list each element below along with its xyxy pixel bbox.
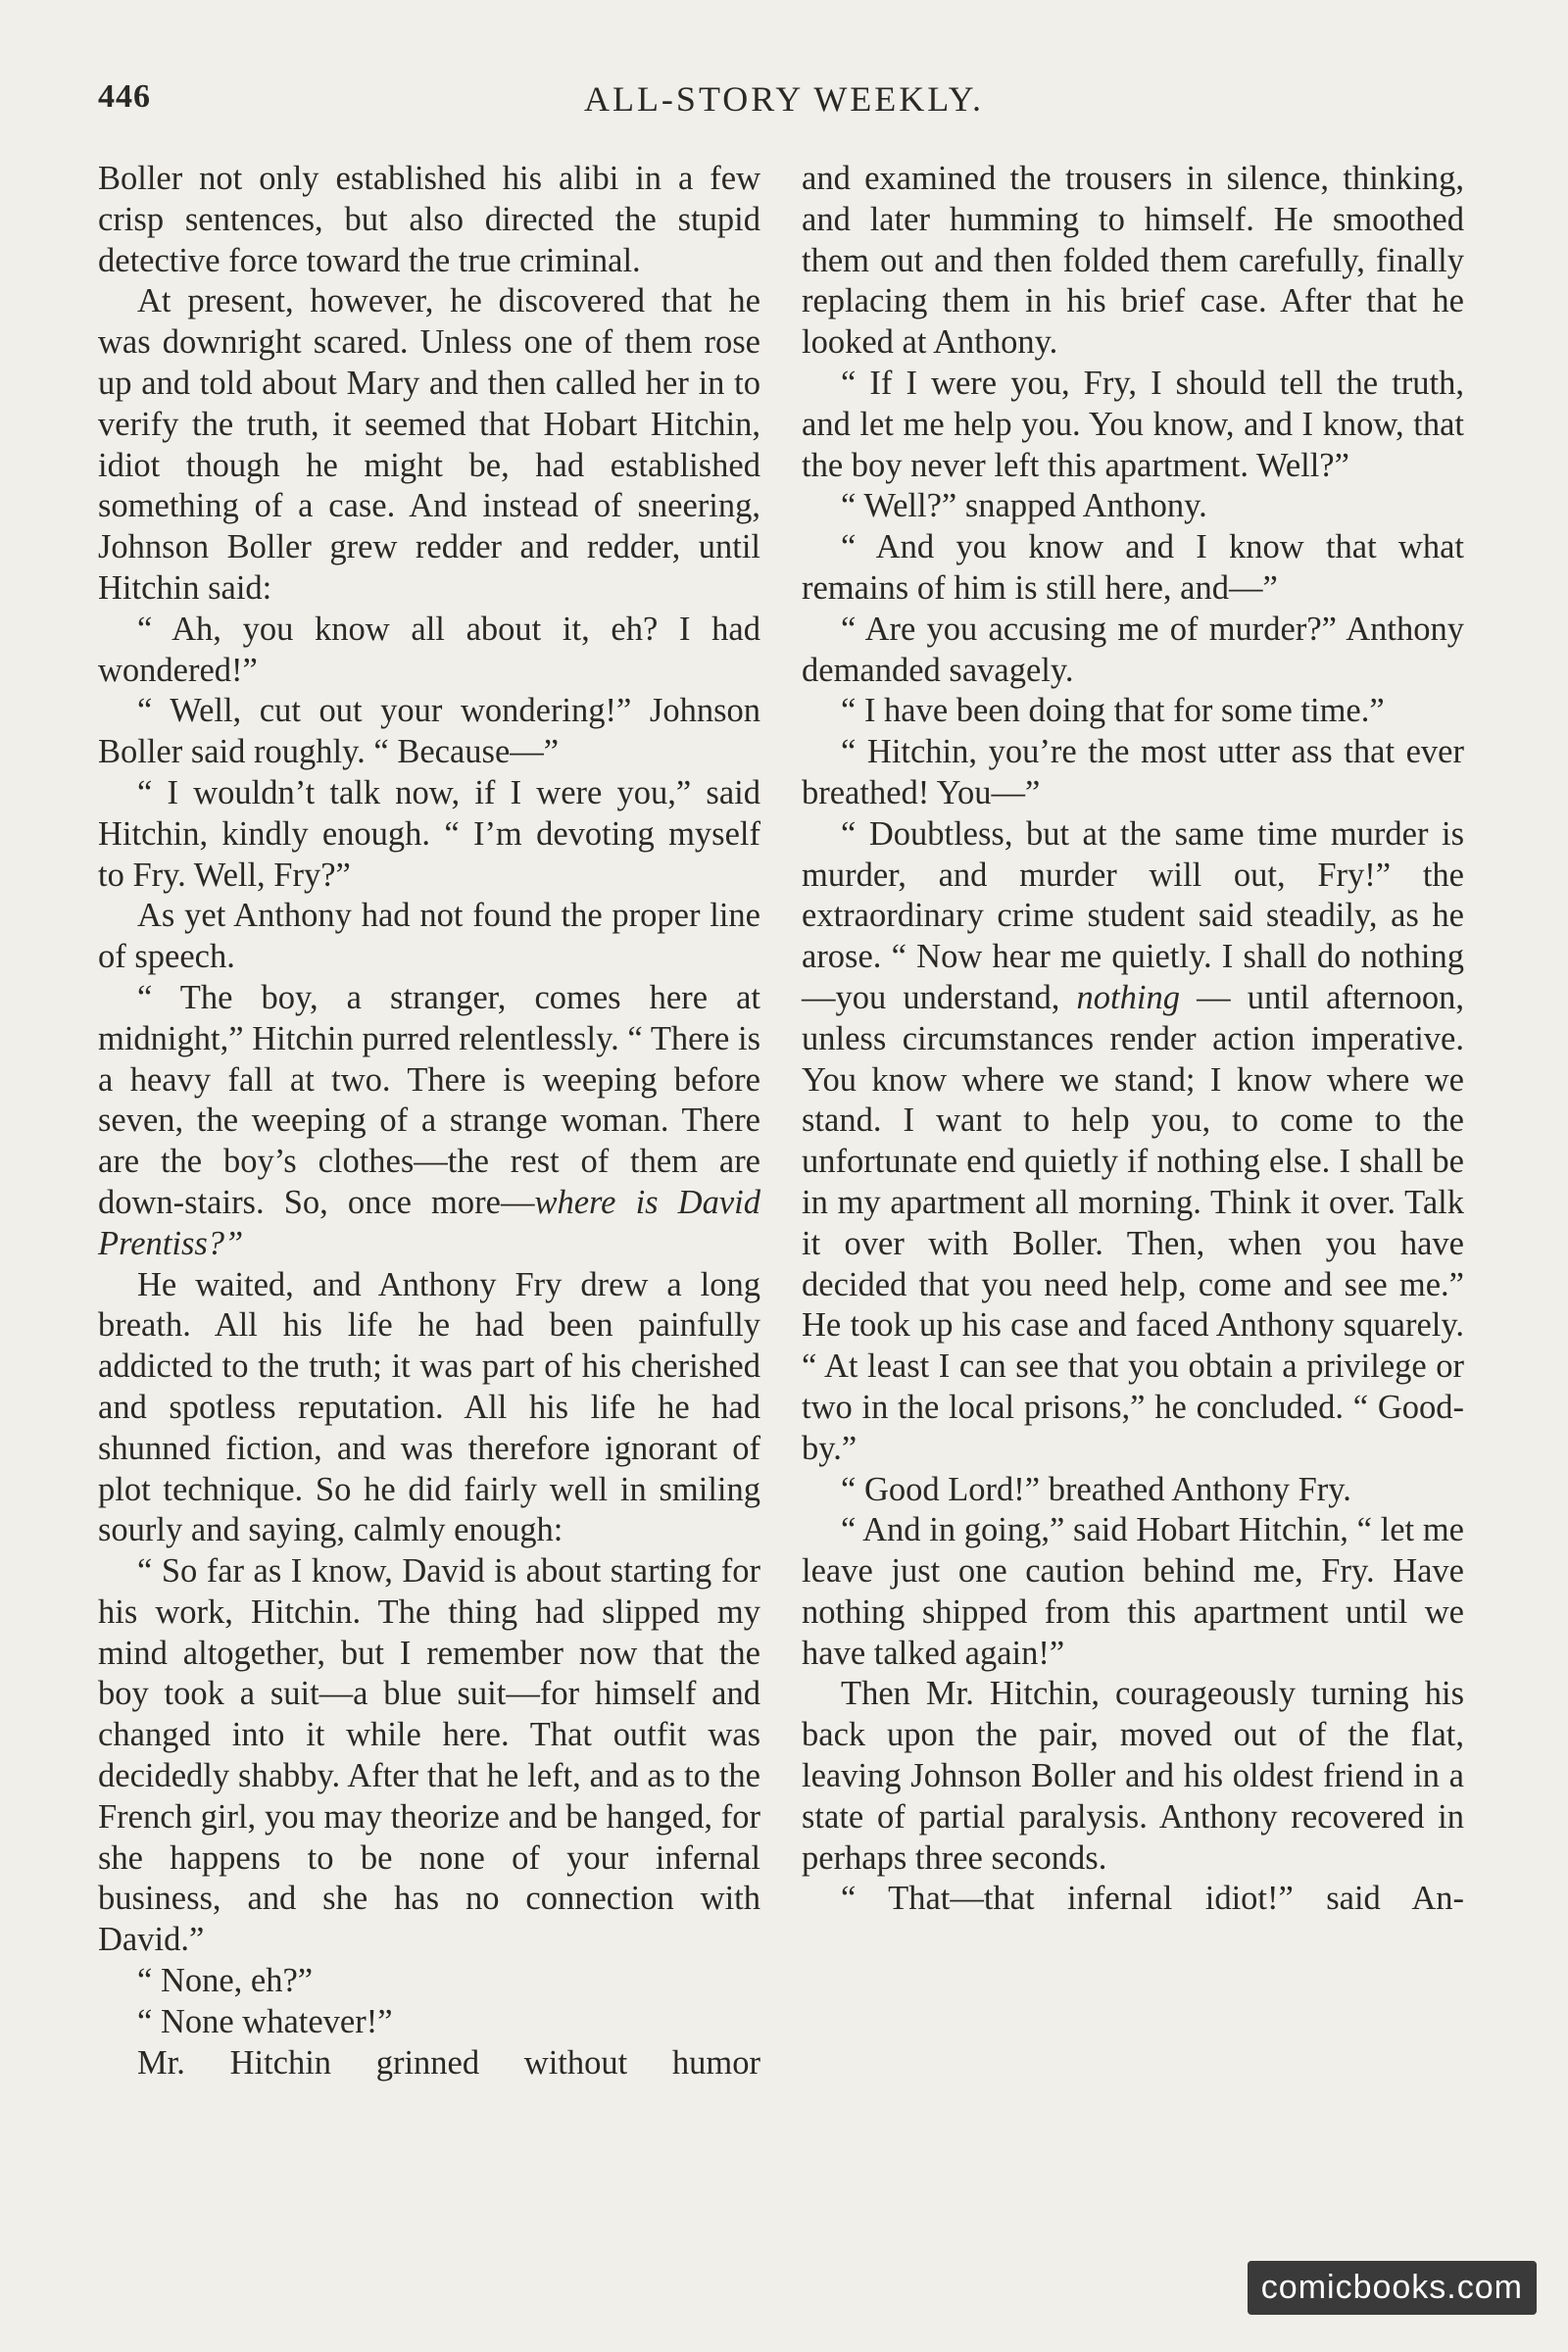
paragraph	[802, 527, 1464, 610]
paragraph	[802, 732, 1464, 814]
paragraph-text: “ I have been doing that for some time.”	[841, 692, 1385, 730]
paragraph	[802, 1470, 1464, 1511]
paragraph	[802, 610, 1464, 692]
paragraph-text: As yet Anthony had not found the proper line of speech.	[98, 897, 760, 976]
right-text-column	[802, 159, 1464, 1920]
paragraph-text: Then Mr. Hitchin, courageously turning his back upon the pair, moved out of the flat, leaving Johnson Boller and his oldest friend in a state of partial paralysis. Anthony recovered in perhaps three seconds.	[802, 1675, 1464, 1877]
paragraph-text: “ Ah, you know all about it, eh? I had wondered!”	[98, 610, 760, 689]
paragraph	[802, 1674, 1464, 1879]
italic-text: nothing	[1076, 978, 1180, 1016]
paragraph-text: Boller not only established his alibi in a few crisp sentences, but also directed the stupid detective force toward the true criminal.	[98, 160, 760, 279]
paragraph	[98, 1961, 760, 2002]
page-number: 446	[98, 78, 151, 115]
paragraph-text: “ Well?” snapped Anthony.	[841, 487, 1207, 525]
paragraph	[802, 486, 1464, 527]
paragraph-text: “ That—that infernal idiot!” said An-	[841, 1880, 1464, 1918]
paragraph-text: “ Doubtless, but at the same time murder is murder, and murder will out, Fry!” the extraordinary crime student said steadily, as he arose. “ Now hear me quietly. I shall do nothing—you understand,	[802, 814, 1464, 1016]
paragraph	[802, 814, 1464, 1470]
paragraph-text: “ If I were you, Fry, I should tell the truth, and let me help you. You know, and I know, that the boy never left this apartment. Well?”	[802, 364, 1464, 484]
paragraph	[98, 773, 760, 896]
paragraph	[802, 159, 1464, 364]
paragraph-text: “ Good Lord!” breathed Anthony Fry.	[841, 1470, 1351, 1508]
paragraph-text: “ Are you accusing me of murder?” Anthony demanded savagely.	[802, 610, 1464, 689]
paragraph	[98, 1265, 760, 1552]
paragraph-text: “ None whatever!”	[137, 2002, 393, 2040]
paragraph-text: “ Well, cut out your wondering!” Johnson Boller said roughly. “ Because—”	[98, 692, 760, 771]
paragraph-text: “ So far as I know, David is about starting for his work, Hitchin. The thing had slipped my mind altogether, but I remember now that the boy took a suit—a blue suit—for himself and changed into it while here. That outfit was decidedly shabby. After that he left, and as to the French girl, you may theorize and be hanged, for she happens to be none of your infernal business, and she has no connection with David.”	[98, 1552, 760, 1959]
watermark-logo: comicbooks.com	[1248, 2261, 1537, 2315]
paragraph-text: He waited, and Anthony Fry drew a long breath. All his life he had been painfully addicted to the truth; it was part of his cherished and spotless reputation. All his life he had shunned fiction, and was therefore ignorant of plot technique. So he did fairly well in smiling sourly and saying, calmly enough:	[98, 1265, 760, 1549]
paragraph-text: “ None, eh?”	[137, 1962, 314, 2000]
paragraph	[802, 1510, 1464, 1674]
paragraph-text: At present, however, he discovered that he was downright scared. Unless one of them rose up and told about Mary and then called her in to verify the truth, it seemed that Hobart Hitchin, idiot though he might be, had established something of a case. And instead of sneering, Johnson Boller grew redder and redder, until Hitchin said:	[98, 282, 760, 607]
magazine-title: ALL-STORY WEEKLY.	[583, 79, 985, 119]
page-header	[98, 78, 1470, 137]
paragraph	[802, 691, 1464, 732]
paragraph	[98, 691, 760, 773]
paragraph-text: — until afternoon, unless circumstances render action imperative. You know where we stand; I know where we stand. I want to help you, to come to the unfortunate end quietly if nothing else. I shall be in my apartment all morning. Think it over. Talk it over with Boller. Then, when you have decided that you need help, come and see me.” He took up his case and faced Anthony squarely. “ At least I can see that you obtain a privilege or two in the local prisons,” he concluded. “ Good-by.”	[802, 978, 1464, 1467]
paragraph	[98, 896, 760, 978]
paragraph	[98, 610, 760, 692]
left-text-column	[98, 159, 760, 2083]
paragraph	[802, 1879, 1464, 1920]
paragraph-text: “ And you know and I know that what remains of him is still here, and—”	[802, 528, 1464, 607]
paragraph-text: Mr. Hitchin grinned without humor	[137, 2043, 760, 2082]
paragraph	[98, 281, 760, 609]
paragraph	[98, 2043, 760, 2084]
paragraph	[98, 1551, 760, 1961]
paragraph	[802, 364, 1464, 486]
paragraph-text: “ The boy, a stranger, comes here at midnight,” Hitchin purred relentlessly. “ There is a heavy fall at two. There is weeping before seven, the weeping of a strange woman. There are the boy’s clothes—the rest of them are down-stairs. So, once more—	[98, 978, 760, 1221]
paragraph	[98, 159, 760, 281]
paragraph-text: “ Hitchin, you’re the most utter ass that ever breathed! You—”	[802, 733, 1464, 811]
paragraph-text: and examined the trousers in silence, thinking, and later humming to himself. He smoothed them out and then folded them carefully, finally replacing them in his brief case. After that he looked at Anthony.	[802, 160, 1464, 362]
paragraph-text: “ I wouldn’t talk now, if I were you,” said Hitchin, kindly enough. “ I’m devoting myself to Fry. Well, Fry?”	[98, 773, 760, 894]
paragraph	[98, 2002, 760, 2043]
paragraph	[98, 978, 760, 1265]
paragraph-text: “ And in going,” said Hobart Hitchin, “ let me leave just one caution behind me, Fry. Have nothing shipped from this apartment until we have talked again!”	[802, 1511, 1464, 1672]
italic-text: where is David Prentiss?”	[98, 1183, 760, 1262]
